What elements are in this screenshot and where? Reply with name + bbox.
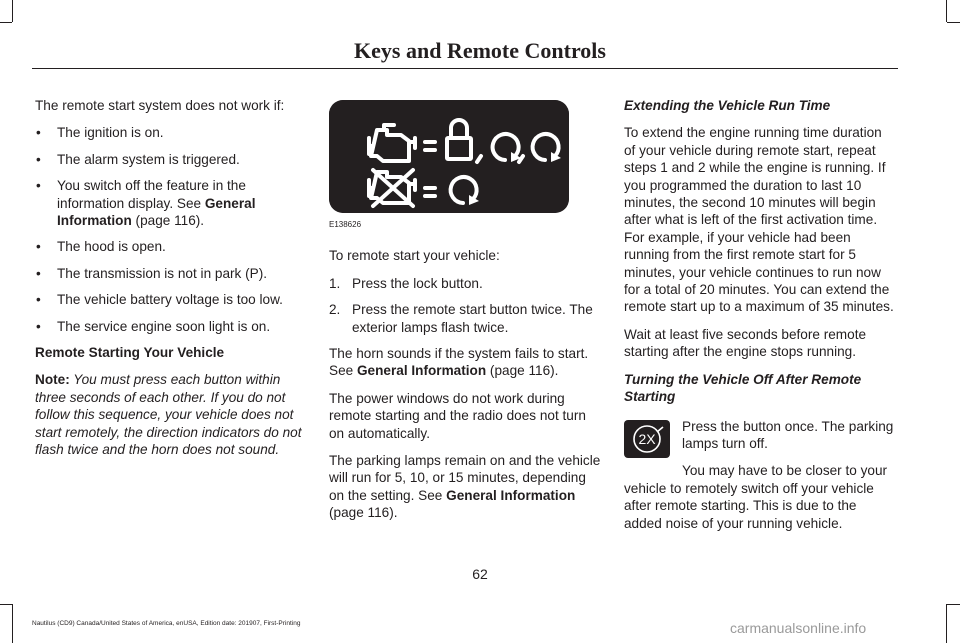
figure-code: E138626 — [329, 220, 362, 229]
section-heading: Remote Starting Your Vehicle — [35, 345, 225, 361]
header-divider — [32, 68, 898, 69]
list-item: • The service engine soon light is on. — [35, 318, 305, 335]
intro-text: To remote start your vehicle: — [329, 248, 500, 264]
crop-mark — [12, 604, 13, 643]
column-left — [35, 97, 305, 469]
remote-start-icons-graphic — [329, 100, 569, 213]
paragraph: Press the button once. The parking lamps turn off. — [682, 418, 894, 451]
remote-off-block — [624, 418, 896, 532]
crop-mark — [946, 0, 947, 22]
crop-mark — [947, 604, 960, 605]
list-item: 1. Press the lock button. — [329, 275, 483, 291]
crop-mark — [12, 0, 13, 22]
note — [35, 371, 305, 458]
list-item: • The hood is open. — [35, 238, 305, 255]
paragraph: The horn sounds if the system fails to start. See General Information (page 116). — [329, 346, 589, 379]
paragraph: Wait at least five seconds before remote starting after the engine stops running. — [624, 326, 867, 360]
paragraph: The power windows do not work during remote starting and the radio does not turn on automatically. — [329, 390, 586, 441]
section-heading: Turning the Vehicle Off After Remote Starting — [624, 371, 862, 405]
step-number: 1. — [329, 275, 341, 291]
steps-list — [329, 275, 601, 336]
page-title: Keys and Remote Controls — [354, 38, 606, 63]
edition-info: Nautilus (CD9) Canada/United States of America, enUSA, Edition date: 201907, First-Printing — [32, 620, 301, 627]
note-text: You must press each button within three seconds of each other. If you do not follow this sequence, your vehicle does not start remotely, the direction indicators do not flash twice and the horn does not sound. — [35, 372, 302, 458]
watermark: carmanualsonline.info — [730, 620, 867, 636]
cross-reference-link[interactable]: General Information — [446, 487, 576, 503]
crop-mark — [0, 22, 12, 23]
crop-mark — [0, 604, 12, 605]
column-right — [624, 97, 896, 542]
list-item: • The ignition is on. — [35, 124, 305, 141]
crop-mark — [947, 22, 960, 23]
paragraph: To extend the engine running time duration of your vehicle during remote start, repeat steps 1 and 2 while the engine is running. If you programmed the duration to last 10 minutes, the second 10 minutes will begin after what is left of the first activation time. For example, if your vehicle had been running from the first remote start for 5 minutes, your vehicle continues to run now for a total of 20 minutes. You can extend the remote start up to a maximum of 35 minutes. — [624, 125, 894, 315]
list-item: 2. Press the remote start button twice. The exterior lamps flash twice. — [329, 302, 593, 335]
press-twice-icon-label: 2X — [638, 430, 656, 447]
press-twice-icon — [624, 420, 670, 458]
remote-start-figure — [329, 100, 601, 233]
section-heading: Extending the Vehicle Run Time — [624, 98, 831, 113]
list-item: • The alarm system is triggered. — [35, 151, 305, 168]
conditions-list — [35, 124, 305, 335]
list-item: • You switch off the feature in the information display. See General Information (page 116). — [35, 177, 305, 229]
paragraph: You may have to be closer to your vehicle to remotely switch off your vehicle after remote starting. This is due to the added noise of your running vehicle. — [624, 463, 888, 531]
paragraph: The parking lamps remain on and the vehicle will run for 5, 10, or 15 minutes, depending on the setting. See General Information (page 116). — [329, 453, 601, 521]
step-number: 2. — [329, 302, 341, 318]
page-number: 62 — [472, 566, 488, 582]
list-item: • The vehicle battery voltage is too low. — [35, 291, 305, 308]
intro-text: The remote start system does not work if: — [35, 98, 285, 113]
cross-reference-link[interactable]: General Information — [57, 195, 256, 229]
cross-reference-link[interactable]: General Information — [356, 363, 487, 379]
column-middle — [329, 97, 601, 532]
note-label: Note: — [35, 372, 70, 388]
list-item: • The transmission is not in park (P). — [35, 265, 305, 282]
crop-mark — [946, 604, 947, 643]
